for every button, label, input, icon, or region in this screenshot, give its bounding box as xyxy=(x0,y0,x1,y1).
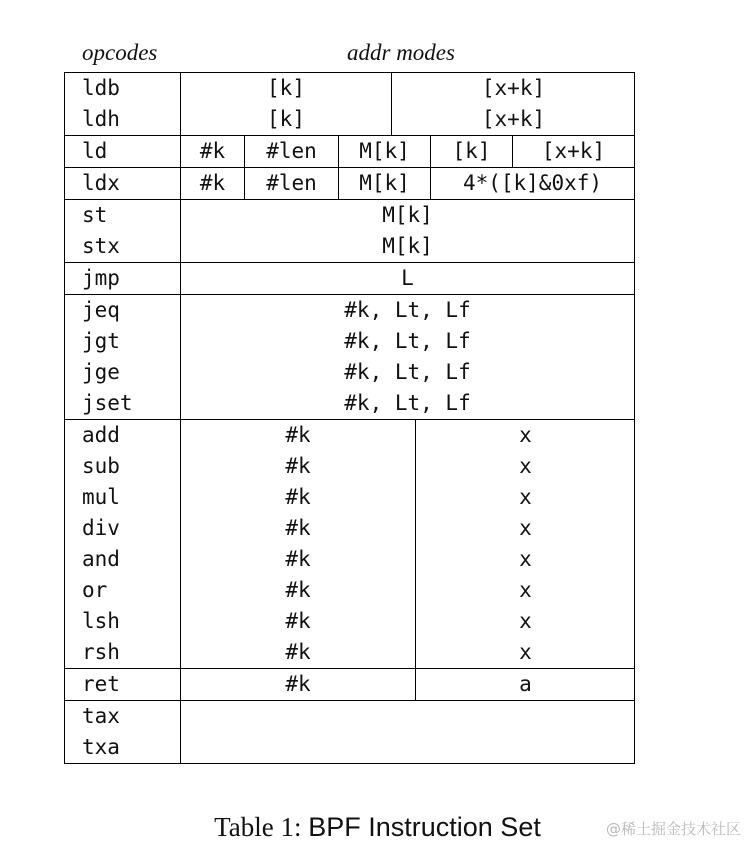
addr-mode-jump-target: #k, Lt, Lf xyxy=(344,329,471,353)
addr-mode-cell xyxy=(181,669,635,701)
addr-modes-header: addr modes xyxy=(347,40,455,65)
caption-prefix: Table 1: xyxy=(214,812,302,842)
opcode-mul: mul xyxy=(82,485,120,509)
addr-mode-msh: 4*([k]&0xf) xyxy=(431,168,635,200)
opcode-div: div xyxy=(82,516,120,540)
opcode-rsh: rsh xyxy=(82,640,120,664)
watermark: @稀土掘金技术社区 xyxy=(605,820,741,838)
addr-mode-x: x xyxy=(519,516,532,540)
addr-mode-jump-target: #k, Lt, Lf xyxy=(344,298,471,322)
opcode-jset: jset xyxy=(82,391,133,415)
addr-mode-cell xyxy=(181,420,635,669)
opcode-add: add xyxy=(82,423,120,447)
opcode-cell xyxy=(65,701,181,764)
addr-mode-x: x xyxy=(519,609,532,633)
addr-mode-k: [k] xyxy=(267,107,305,131)
table-row-jmp xyxy=(65,263,635,295)
addr-mode-imm: #k xyxy=(181,168,245,200)
table-row-ldx xyxy=(65,168,635,200)
addr-mode-mem: M[k] xyxy=(382,203,433,227)
addr-mode-imm: #k xyxy=(285,609,311,633)
opcode-jmp: jmp xyxy=(65,263,181,295)
addr-mode-imm: #k xyxy=(285,672,311,696)
opcode-st: st xyxy=(82,203,108,227)
addr-mode-cell xyxy=(181,73,635,136)
table-row-store xyxy=(65,200,635,263)
addr-mode-imm: #k xyxy=(285,578,311,602)
addr-mode-imm: #k xyxy=(285,547,311,571)
addr-mode-imm: #k xyxy=(181,136,245,168)
addr-mode-column-left xyxy=(181,73,391,135)
opcode-jeq: jeq xyxy=(82,298,120,322)
opcode-lsh: lsh xyxy=(82,609,120,633)
addr-mode-column-left xyxy=(181,420,415,668)
addr-mode-x-plus-k: [x+k] xyxy=(481,76,546,100)
addr-mode-jump-target: #k, Lt, Lf xyxy=(344,360,471,384)
opcode-and: and xyxy=(82,547,120,571)
opcode-ldh: ldh xyxy=(82,107,120,131)
addr-mode-mem: M[k] xyxy=(382,234,433,258)
opcode-cell xyxy=(65,420,181,669)
opcode-stx: stx xyxy=(82,234,120,258)
addr-mode-x: x xyxy=(519,423,532,447)
addr-mode-x: x xyxy=(519,547,532,571)
opcode-jgt: jgt xyxy=(82,329,120,353)
opcode-ld: ld xyxy=(65,136,181,168)
addr-mode-jump-target: #k, Lt, Lf xyxy=(344,391,471,415)
addr-mode-x: x xyxy=(519,578,532,602)
addr-mode-accumulator: a xyxy=(415,669,635,700)
addr-mode-cell xyxy=(181,295,635,420)
addr-mode-empty-cell xyxy=(181,701,635,764)
addr-mode-len: #len xyxy=(245,168,339,200)
table-row-alu xyxy=(65,420,635,669)
addr-mode-cell xyxy=(181,200,635,263)
table-row-load-byte-half xyxy=(65,73,635,136)
addr-mode-k: [k] xyxy=(267,76,305,100)
addr-mode-imm: #k xyxy=(285,485,311,509)
addr-mode-x-plus-k: [x+k] xyxy=(481,107,546,131)
opcodes-header: opcodes xyxy=(82,40,158,65)
addr-mode-len: #len xyxy=(245,136,339,168)
opcode-or: or xyxy=(82,578,108,602)
opcode-cell xyxy=(65,200,181,263)
instruction-table xyxy=(64,72,635,764)
table-row-jumps xyxy=(65,295,635,420)
table-row-ret xyxy=(65,669,635,701)
addr-mode-mem: M[k] xyxy=(339,136,431,168)
opcode-txa: txa xyxy=(82,735,120,759)
addr-mode-abs: [k] xyxy=(431,136,513,168)
addr-mode-column-right xyxy=(415,420,635,668)
addr-mode-mem: M[k] xyxy=(339,168,431,200)
addr-mode-x: x xyxy=(519,454,532,478)
table-row-ld xyxy=(65,136,635,168)
addr-mode-x: x xyxy=(519,485,532,509)
addr-mode-imm: #k xyxy=(285,640,311,664)
addr-mode-column-right xyxy=(391,73,635,135)
addr-mode-imm: #k xyxy=(285,454,311,478)
caption-title: BPF Instruction Set xyxy=(308,812,541,842)
opcode-ret: ret xyxy=(65,669,181,701)
opcode-cell xyxy=(65,295,181,420)
addr-mode-imm: #k xyxy=(285,516,311,540)
opcode-sub: sub xyxy=(82,454,120,478)
addr-mode-label: L xyxy=(181,263,635,295)
addr-mode-imm: #k xyxy=(285,423,311,447)
opcode-ldx: ldx xyxy=(65,168,181,200)
opcode-tax: tax xyxy=(82,704,120,728)
opcode-jge: jge xyxy=(82,360,120,384)
addr-mode-ind: [x+k] xyxy=(513,136,635,168)
opcode-cell xyxy=(65,73,181,136)
table-row-misc xyxy=(65,701,635,764)
opcode-ldb: ldb xyxy=(82,76,120,100)
addr-mode-x: x xyxy=(519,640,532,664)
